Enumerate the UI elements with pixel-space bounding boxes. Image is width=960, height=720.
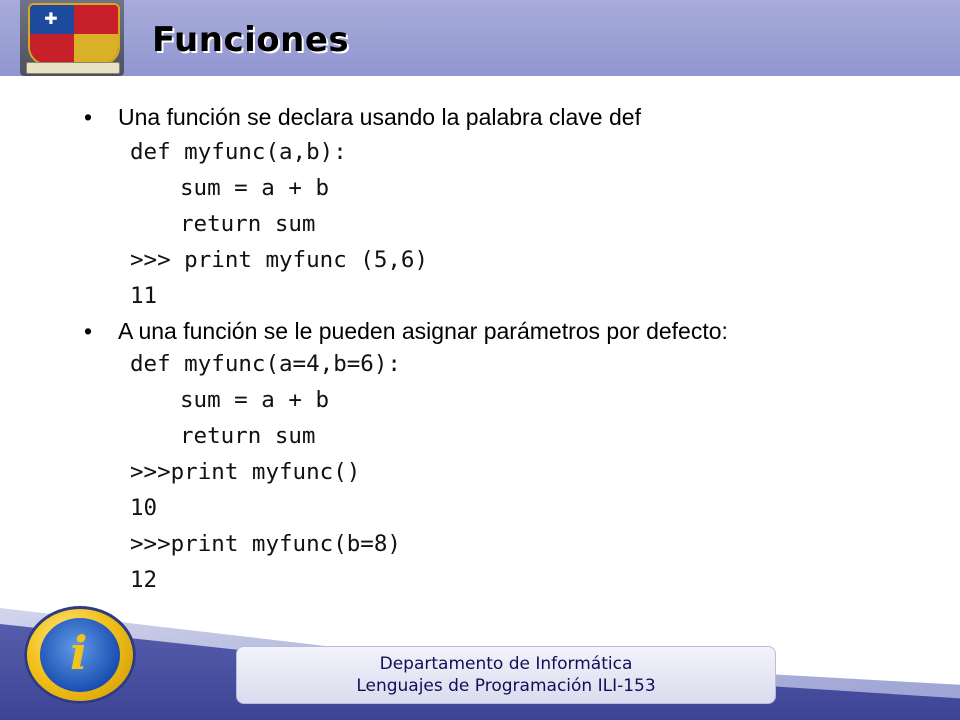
university-crest-icon (20, 0, 124, 76)
crest-motto-ribbon (26, 62, 120, 74)
slide-content (84, 104, 824, 598)
bullet-dot: • (84, 104, 93, 130)
code-line: return sum (180, 423, 316, 449)
code-block-2 (84, 346, 824, 598)
code-line: >>> print myfunc (5,6) (130, 247, 429, 273)
footer-department: Departamento de Informática (379, 654, 633, 674)
bullet-2 (84, 318, 824, 344)
department-logo-icon (24, 606, 136, 704)
bullet-1-text: Una función se declara usando la palabra clave def (118, 104, 641, 130)
footer-course: Lenguajes de Programación ILI-153 (356, 676, 656, 696)
code-line: def myfunc(a,b): (130, 139, 347, 165)
code-line: >>>print myfunc(b=8) (130, 531, 401, 557)
code-line: def myfunc(a=4,b=6): (130, 351, 401, 377)
code-line: 11 (130, 283, 158, 309)
code-line: 12 (130, 567, 158, 593)
logo-inner-circle (40, 618, 120, 692)
code-line: sum = a + b (180, 387, 330, 413)
code-block-1 (84, 134, 824, 314)
bullet-2-text: A una función se le pueden asignar parámetros por defecto: (118, 318, 728, 344)
code-line: return sum (180, 211, 316, 237)
header-band (0, 0, 960, 76)
crest-shield: ✚ (28, 3, 120, 65)
bullet-1 (84, 104, 824, 130)
code-line: sum = a + b (180, 175, 330, 201)
code-line: 10 (130, 495, 158, 521)
logo-letter-glyph: i (70, 626, 88, 680)
code-line: >>>print myfunc() (130, 459, 361, 485)
footer-caption (236, 646, 776, 704)
slide-title: Funciones (152, 20, 350, 60)
bullet-dot: • (84, 318, 93, 344)
